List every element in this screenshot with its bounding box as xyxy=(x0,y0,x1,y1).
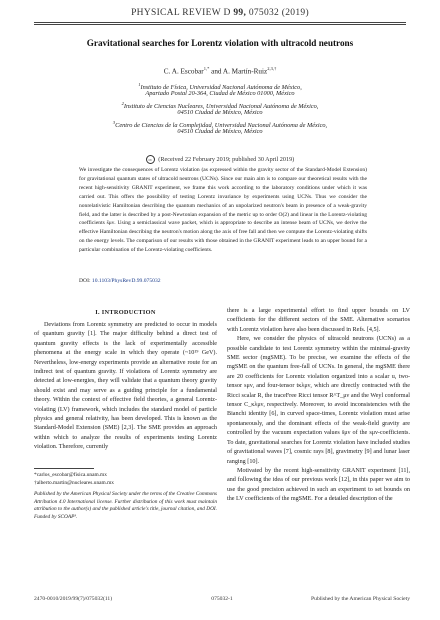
affiliation-3b: 04510 Ciudad de México, México xyxy=(177,128,263,135)
journal-name: PHYSICAL REVIEW D xyxy=(131,8,231,18)
affiliation-2b: 04510 Ciudad de México, México xyxy=(177,109,263,116)
affiliation-1: $^1$Instituto de Física, Universidad Nacional Autónoma de México, xyxy=(138,82,302,92)
footnotes xyxy=(34,472,217,487)
footer-issn: 2470-0010/2019/99(7)/075032(11) xyxy=(34,596,113,602)
doi-label: DOI: xyxy=(79,278,91,284)
affiliation-3: $^3$Centro de Ciencias de la Complejidad, Universidad Nacional Autónoma de México, xyxy=(112,120,328,130)
abstract xyxy=(79,166,367,255)
footnote-email-1[interactable]: *carlos_escobar@fisica.unam.mx xyxy=(34,472,107,478)
doi-link[interactable]: 10.1103/PhysRevD.99.075032 xyxy=(91,278,161,284)
doi-line xyxy=(79,278,367,284)
abstract-text: We investigate the consequences of Lorentz violation (as expressed within the gravity sector of the Standard-Model Extension) for gravitational quantum states of ultracold neutrons (UCNs). Since our main aim is to compare our theoretical results with the recent high-sensitivity GRANIT experiment, we frame this work according to the laboratory conditions under which it was carried out. This offers the possibility of testing Lorentz invariance by experiments using UCNs. Thus we consider the nonrelativistic Hamiltonian describing the quantum mechanics of an unpolarized neutron's beam in presence of a weak-gravity field, and the latter is described by a post-Newtonian expansion of the metric up to order O(2) and linear in the Lorentz-violating coefficients s̄μν. Using a semiclassical wave packet, which is appropriate to describe an intense beam of UCNs, we derive the effective Hamiltonian describing the neutron's motion along the axis of free fall and then we compute the Lorentz-violating shifts on the energy levels. The comparison of our results with those obtained in the GRANIT experiment leads to an upper bound for a particular combination of the Lorentz-violating coefficients. xyxy=(79,167,367,254)
right-paragraph-1: there is a large experimental effort to find upper bounds on LV coefficients for the different sectors of the SME. Alternative scenarios with Lorentz violation have also been discussed in Refs. [4,5]. xyxy=(227,308,410,333)
page-number: 075032-1 xyxy=(211,596,233,602)
received-dates xyxy=(20,155,420,164)
right-column xyxy=(227,307,410,505)
right-paragraph-3: Motivated by the recent high-sensitivity GRANIT experiment [11], and following the idea of our previous work [12], in this paper we aim to use the good precision achieved in such an experiment to set bounds on the LV coefficients of the mgSME. For a detailed description of the xyxy=(227,467,410,503)
author-list: C. A. Escobar$^{1,*}$ and A. Martín-Ruiz$^{2,3,\dagger}$ xyxy=(163,66,277,76)
article-number: 075032 (2019) xyxy=(248,8,309,18)
footnote-email-2[interactable]: †alberto.martin@nucleares.unam.mx xyxy=(34,479,114,486)
publisher-license-note: Published by the American Physical Society under the terms of the Creative Commons Attribution 4.0 International license. Further distribution of this work must maintain attribution to the author(s) and the published article's title, journal citation, and DOI. Funded by SCOAP³. xyxy=(34,491,217,520)
affiliation-1b: Apartado Postal 20-364, Ciudad de México 01000, México xyxy=(145,90,295,97)
footer-publisher: Published by the American Physical Society xyxy=(311,596,410,602)
affiliation-2-text: Instituto de Ciencias Nucleares, Universidad Nacional Autónoma de México, xyxy=(123,103,319,111)
affiliation-1-text: Instituto de Física, Universidad Nacional Autónoma de México, xyxy=(140,84,302,92)
left-column xyxy=(34,321,217,453)
footnote-rule xyxy=(34,468,94,469)
running-header xyxy=(0,8,440,18)
right-paragraph-2: Here, we consider the physics of ultracold neutrons (UCNs) as a possible candidate to test Lorentz symmetry within the minimal-gravity SME sector (mgSME). To be precise, we examine the effects of the mgSME on the quantum free-fall of UCNs. In general, the mgSME there are 20 coefficients for Lorentz violation organized into a scalar u, two-tensor sμν, and four-tensor tκλμν, which are directly contracted with the Ricci scalar R, the traceFree Ricci tensor R^T_μν and the Weyl conformal tensor C_κλμν, respectively. Moreover, to avoid inconsistencies with the Bianchi identity [6], in curved space-times, Lorentz violation must arise spontaneously, and the dominant effects of the weak-field gravity are controlled by the vacuum expectation values s̄μν of the sμν-coefficients. To date, gravitational searches for Lorentz violation have included studies of gravitational waves [7], cosmic rays [8], gravimetry [9] and lunar laser ranging [10]. xyxy=(227,336,410,465)
header-rule xyxy=(34,22,406,23)
section-heading: I. INTRODUCTION xyxy=(95,309,156,316)
journal-volume: 99, xyxy=(233,8,247,18)
paper-title: Gravitational searches for Lorentz violation with ultracold neutrons xyxy=(86,38,354,48)
affiliation-3-text: Centro de Ciencias de la Complejidad, Universidad Nacional Autónoma de México, xyxy=(115,122,328,130)
affiliation-2: $^2$Instituto de Ciencias Nucleares, Universidad Nacional Autónoma de México, xyxy=(121,101,319,111)
open-access-icon: cc xyxy=(146,155,155,164)
intro-paragraph: Deviations from Lorentz symmetry are predicted to occur in models of quantum gravity [1]. The major difficulty behind a direct test of quantum gravity effects is the lack of experimentally accessible phenomena at the energy scale in which they operate (~10¹⁹ GeV). Nevertheless, low-energy experiments provide an alternative route for an indirect test of quantum gravity. If violations of Lorentz symmetry are detected at low-energies, they will validate that a quantum theory gravity should exist and may serve as a guiding principle for a fundamental theory. Within the context of effective field theories, a general Lorentz-violating (LV) framework, which includes the standard model of particle physics and general relativity, has been developed. This is known as the Standard-Model Extension (SME) [2,3]. The SME provides an approach within which to analyze the results of experiments testing Lorentz violation. Therefore, currently xyxy=(34,322,217,451)
received-text: (Received 22 February 2019; published 30 April 2019) xyxy=(158,155,295,163)
header-rule-double xyxy=(34,24,406,25)
